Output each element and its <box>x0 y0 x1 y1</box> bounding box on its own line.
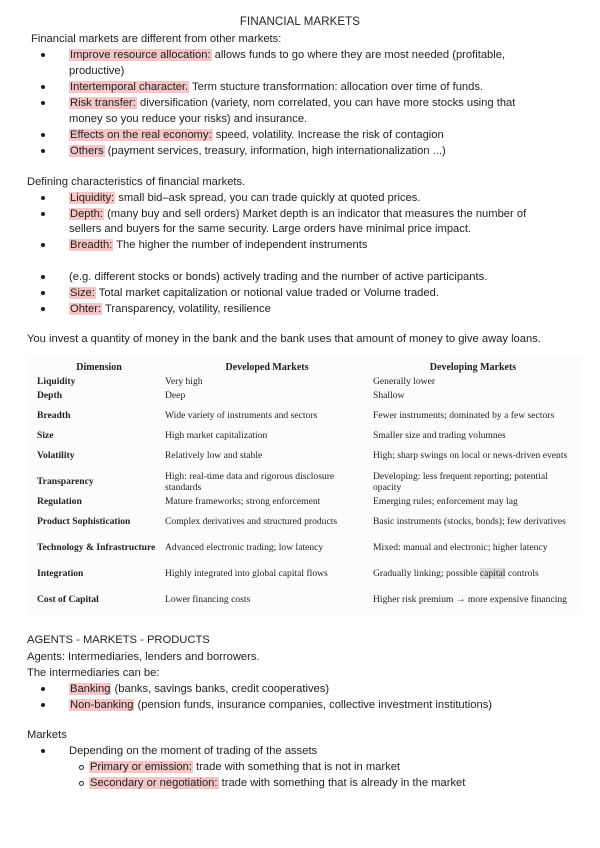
cell-text: Gradually linking; possible <box>373 568 480 580</box>
highlighted-term: Primary or emission: <box>90 761 192 773</box>
feature-text: diversification (variety, nom correlated, you can have more stocks using that <box>136 97 516 109</box>
table-cell: Relatively low and stable <box>165 450 263 462</box>
table-cell: Volatility <box>37 450 75 462</box>
highlighted-term: Risk transfer: <box>70 97 136 109</box>
table-cell: Highly integrated into global capital flows <box>165 568 328 580</box>
highlighted-term: Size: <box>70 287 95 299</box>
highlighted-term: Banking <box>70 683 111 695</box>
table-cell: Depth <box>37 390 63 402</box>
table-header: Developed Markets <box>225 362 309 373</box>
agents-label: Agents: <box>27 651 65 663</box>
agents-text: Intermediaries, lenders and borrowers. <box>64 651 260 663</box>
bullet-dot <box>41 196 45 200</box>
highlighted-term: Liquidity: <box>70 192 115 204</box>
table-row <box>35 562 575 588</box>
table-cell: Basic instruments (stocks, bonds); few derivatives <box>373 516 566 528</box>
feature-continuation: productive) <box>69 65 125 77</box>
table-row <box>35 430 575 444</box>
table-header: Developing Markets <box>429 362 517 373</box>
table-cell: Wide variety of instruments and sectors <box>165 410 318 422</box>
highlighted-word: capital <box>479 568 506 580</box>
bank-sentence: You invest a quantity of money in the bank and the bank uses that amount of money to give away loans. <box>27 333 541 345</box>
intermediary-text: (banks, savings banks, credit cooperatives) <box>111 683 330 695</box>
markets-subitem <box>89 776 465 792</box>
characteristic-text: (many buy and sell orders) Market depth is an indicator that measures the number of <box>103 208 527 220</box>
cell-text: controls <box>505 568 539 580</box>
characteristic-continuation: sellers and buyers for the same security. Large orders have minimal price impact. <box>69 223 472 235</box>
table-row <box>35 588 575 614</box>
agents-line <box>27 650 260 666</box>
characteristic-text: Total market capitalization or notional value traded or Volume traded. <box>95 287 439 299</box>
characteristic-item <box>69 238 367 254</box>
table-cell: Deep <box>165 390 186 402</box>
feature-text: speed, volatility. Increase the risk of contagion <box>212 129 444 141</box>
highlighted-term: Intertemporal character. <box>70 81 189 93</box>
table-cell <box>371 562 575 588</box>
bullet-dot <box>41 101 45 105</box>
table-cell: Lower financing costs <box>165 594 251 606</box>
bullet-dot <box>41 749 45 753</box>
highlighted-term: Others <box>70 145 104 157</box>
feature-continuation: money so you reduce your risks) and insurance. <box>69 113 308 125</box>
table-cell: Shallow <box>373 390 405 402</box>
table-cell: Technology & Infrastructure <box>37 542 156 554</box>
table-cell: Integration <box>37 568 84 580</box>
highlighted-term: Ohter: <box>70 303 102 315</box>
intermediaries-heading: The intermediaries can be: <box>27 667 160 679</box>
markets-heading: Markets <box>27 729 67 741</box>
characteristic-item <box>69 302 271 318</box>
characteristic-item: (e.g. different stocks or bonds) actively trading and the number of active participants. <box>69 271 488 283</box>
highlighted-term: Depth: <box>70 208 103 220</box>
defining-heading: Defining characteristics of financial markets. <box>27 176 246 188</box>
highlighted-term: Improve resource allocation: <box>70 49 211 61</box>
bullet-dot <box>41 703 45 707</box>
table-cell: High market capitalization <box>165 430 268 442</box>
table-cell: Developing: less frequent reporting; potential opacity <box>373 471 548 493</box>
table-cell: Size <box>37 430 54 442</box>
table-cell: Breadth <box>37 410 71 422</box>
comparison-table <box>27 357 582 615</box>
table-header: Dimension <box>76 362 122 373</box>
bullet-dot <box>41 133 45 137</box>
bullet-dot <box>41 149 45 153</box>
table-cell: Generally lower <box>373 376 436 388</box>
characteristic-item <box>69 286 439 302</box>
table-row <box>35 404 575 430</box>
bullet-dot <box>41 53 45 57</box>
table-row <box>35 444 575 470</box>
table-cell: Fewer instruments; dominated by a few sectors <box>373 410 555 422</box>
bullet-dot <box>41 687 45 691</box>
table-row <box>35 496 575 510</box>
page-title: FINANCIAL MARKETS <box>239 16 361 28</box>
markets-subitem <box>89 760 400 776</box>
table-cell: Smaller size and trading volumnes <box>373 430 506 442</box>
intermediary-item <box>69 698 492 714</box>
feature-item <box>69 80 483 96</box>
table-cell: Cost of Capital <box>37 594 99 606</box>
highlighted-term: Breadth: <box>70 239 113 251</box>
table-row <box>35 536 575 562</box>
intermediary-item <box>69 682 329 698</box>
table-cell: Very high <box>165 376 203 388</box>
table-cell: Product Sophistication <box>37 516 131 528</box>
table-cell: Higher risk premium → more expensive financing <box>373 594 567 606</box>
table-header-row <box>35 357 575 376</box>
bullet-dot <box>41 212 45 216</box>
table-cell: Regulation <box>37 496 82 508</box>
highlighted-term: Secondary or negotiation: <box>90 777 218 789</box>
bullet-dot <box>41 243 45 247</box>
highlighted-term: Effects on the real economy: <box>70 129 212 141</box>
table-row <box>35 510 575 536</box>
sub-bullet-circle <box>79 781 84 786</box>
characteristic-item <box>69 207 526 223</box>
table-cell: Emerging rules; enforcement may lag <box>373 496 518 508</box>
table-cell: Liquidity <box>37 376 76 388</box>
table-cell: High: real-time data and rigorous disclosure standards <box>165 471 335 493</box>
bullet-dot <box>41 85 45 89</box>
table-cell: High; sharp swings on local or news-driven events <box>373 450 568 462</box>
feature-text: (payment services, treasury, information, high internationalization ...) <box>104 145 446 157</box>
sub-bullet-circle <box>79 765 84 770</box>
table-cell: Mixed: manual and electronic; higher latency <box>373 542 548 554</box>
table-cell: Transparency <box>37 476 94 488</box>
feature-text: Term stucture transformation: allocation over time of funds. <box>189 81 484 93</box>
markets-item: Depending on the moment of trading of the assets <box>69 745 318 757</box>
bullet-dot <box>41 275 45 279</box>
table-cell: Complex derivatives and structured products <box>165 516 338 528</box>
markets-subitem-text: trade with something that is already in the market <box>218 777 466 789</box>
markets-subitem-text: trade with something that is not in market <box>192 761 401 773</box>
table-row <box>35 470 575 496</box>
bullet-dot <box>41 291 45 295</box>
highlighted-term: Non-banking <box>70 699 134 711</box>
table-cell: Mature frameworks; strong enforcement <box>165 496 321 508</box>
characteristic-item <box>69 191 421 207</box>
intro-text: Financial markets are different from other markets: <box>31 33 282 45</box>
characteristic-text: The higher the number of independent instruments <box>113 239 368 251</box>
table-row <box>35 390 575 404</box>
feature-item <box>69 48 505 64</box>
feature-item <box>69 96 515 112</box>
table-cell: Advanced electronic trading; low latency <box>165 542 324 554</box>
section-heading: AGENTS - MARKETS - PRODUCTS <box>27 634 210 646</box>
characteristic-text: small bid–ask spread, you can trade quickly at quoted prices. <box>115 192 421 204</box>
bullet-dot <box>41 307 45 311</box>
intermediary-text: (pension funds, insurance companies, collective investment institutions) <box>134 699 493 711</box>
characteristic-text: Transparency, volatility, resilience <box>102 303 271 315</box>
feature-item <box>69 128 444 144</box>
feature-text: allows funds to go where they are most needed (profitable, <box>211 49 506 61</box>
feature-item <box>69 144 446 160</box>
table-row <box>35 376 575 390</box>
